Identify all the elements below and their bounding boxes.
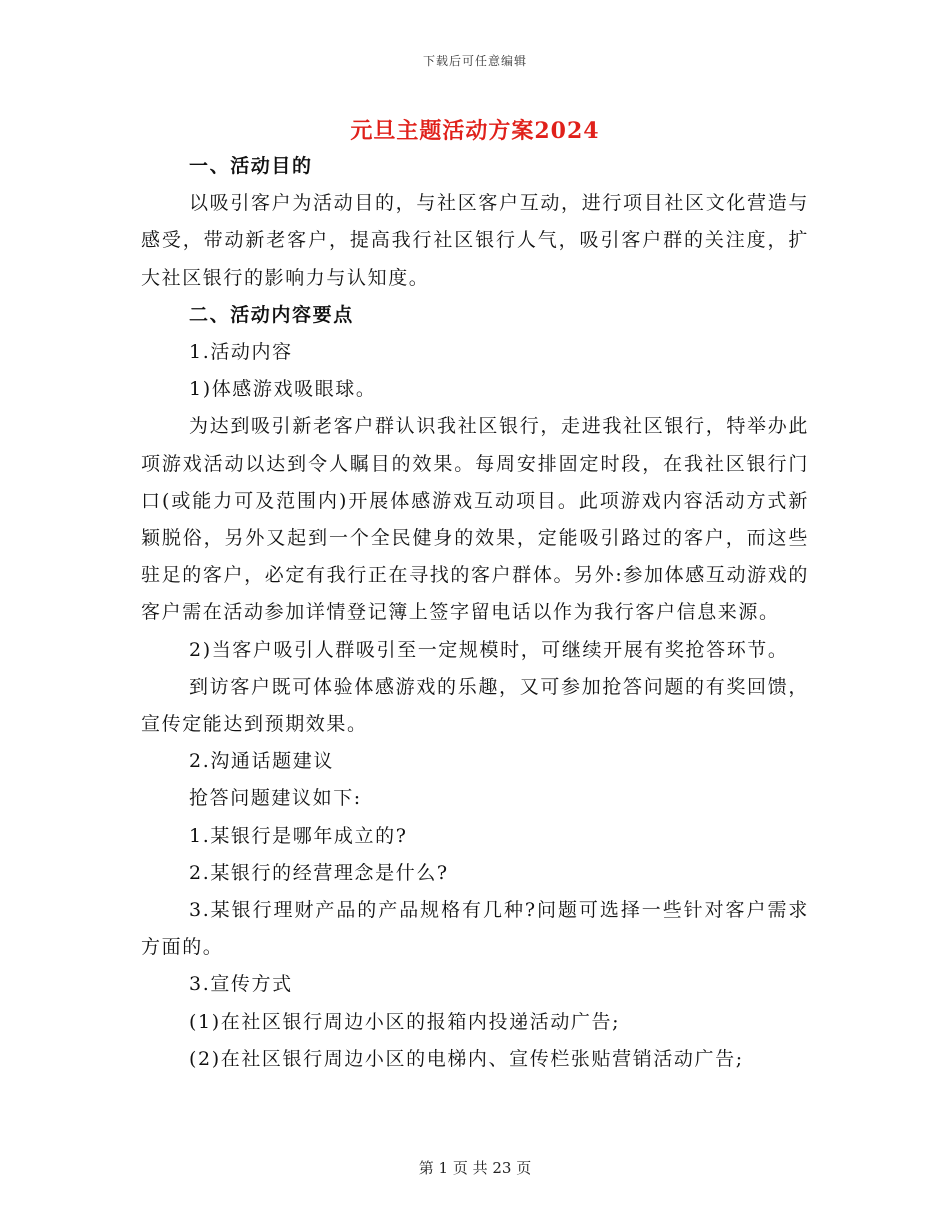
paragraph-quiz-description: 到访客户既可体验体感游戏的乐趣，又可参加抢答问题的有奖回馈，宣传定能达到预期效果。 (141, 675, 809, 736)
subheading-activity-content: 1.活动内容 (189, 341, 293, 364)
quiz-question-2: 2.某银行的经营理念是什么? (189, 861, 449, 884)
document-body (141, 148, 809, 1078)
subheading-promotion: 3.宣传方式 (189, 973, 293, 996)
list-item-motion-game: 1)体感游戏吸眼球。 (189, 378, 377, 401)
paragraph-quiz-intro: 抢答问题建议如下: (189, 787, 362, 810)
page-header-note: 下载后可任意编辑 (422, 54, 527, 68)
paragraph-purpose: 以吸引客户为活动目的，与社区客户互动，进行项目社区文化营造与感受，带动新老客户，提高我行社区银行人气，吸引客户群的关注度，扩大社区银行的影响力与认知度。 (141, 192, 809, 289)
promotion-item-1: (1)在社区银行周边小区的报箱内投递活动广告; (189, 1010, 621, 1033)
list-item-quiz: 2)当客户吸引人群吸引至一定规模时，可继续开展有奖抢答环节。 (189, 638, 789, 661)
paragraph-game-description: 为达到吸引新老客户群认识我社区银行，走进我社区银行，特举办此项游戏活动以达到令人瞩目的效果。每周安排固定时段，在我社区银行门口(或能力可及范围内)开展体感游戏互动项目。此项游戏内容活动方式新颖脱俗，另外又起到一个全民健身的效果，定能吸引路过的客户，而这些驻足的客户，必定有我行正在寻找的客户群体。另外:参加体感互动游戏的客户需在活动参加详情登记簿上签字留电话以作为我行客户信息来源。 (141, 415, 809, 624)
subheading-topics: 2.沟通话题建议 (189, 750, 334, 773)
promotion-item-2: (2)在社区银行周边小区的电梯内、宣传栏张贴营销活动广告; (189, 1047, 744, 1070)
quiz-question-3: 3.某银行理财产品的产品规格有几种?问题可选择一些针对客户需求方面的。 (141, 899, 809, 959)
section-heading-purpose: 一、活动目的 (189, 155, 313, 177)
quiz-question-1: 1.某银行是哪年成立的? (189, 824, 408, 847)
document-title: 元旦主题活动方案2024 (350, 118, 600, 144)
page-footer-pagination: 第 1 页 共 23 页 (418, 1159, 532, 1177)
section-heading-content: 二、活动内容要点 (189, 303, 354, 326)
